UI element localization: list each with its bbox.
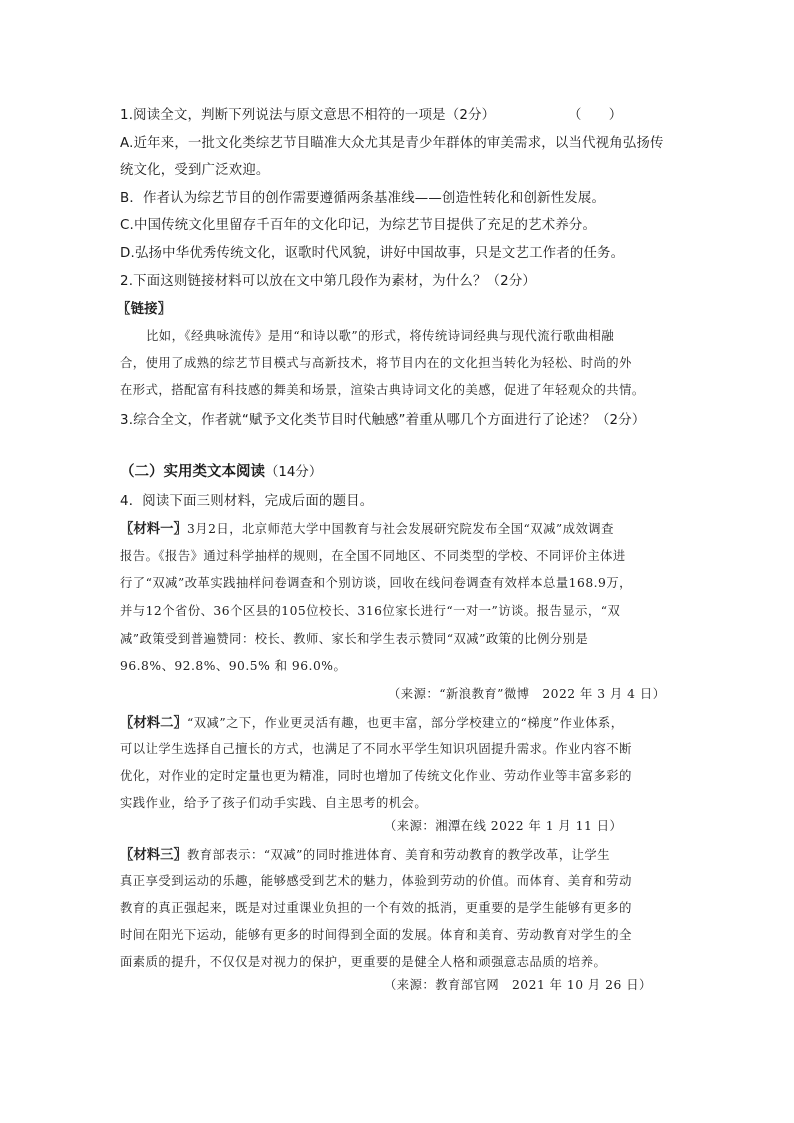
- link-tag: 〖链接〗: [117, 302, 172, 317]
- material-1-line: [120, 518, 614, 537]
- q1-answer-blank: （ ）: [568, 108, 623, 123]
- material-1-line: 报告。《报告》通过科学抽样的规则，在全国不同地区、不同类型的学校、不同评价主体进: [120, 549, 626, 563]
- material-1-tag: 〖材料一〗: [120, 522, 187, 537]
- material-3-line: 真正享受到运动的乐趣，能够感受到艺术的魅力，体验到劳动的价值。而体育、美育和劳动: [120, 874, 632, 888]
- material-1-line: 行了“双减”改革实践抽样问卷调查和个别访谈，回收在线问卷调查有效样本总量168.9万，: [120, 576, 632, 590]
- q3-stem: 3.综合全文，作者就“赋予文化类节目时代触感”着重从哪几个方面进行了论述？（2分）: [120, 413, 646, 428]
- material-1-line: 减”政策受到普遍赞同：校长、教师、家长和学生表示赞同“双减”政策的比例分别是: [120, 632, 589, 646]
- material-2-tag: 〖材料二〗: [120, 716, 187, 731]
- material-1-source: （来源：“新浪教育”微博 2022 年 3 月 4 日）: [388, 687, 666, 701]
- q1-option-a-line2: 统文化，受到广泛欢迎。: [120, 163, 270, 178]
- material-2-line: [120, 712, 624, 731]
- q2-stem: 2.下面这则链接材料可以放在文中第几段作为素材，为什么？（2分）: [120, 274, 537, 289]
- material-3-line: 时间在阳光下运动，能够有更多的时间得到全面的发展。体育和美育、劳动教育对学生的全: [120, 928, 632, 942]
- material-3-line: 面素质的提升，不仅仅是对视力的保护，更重要的是健全人格和顽强意志品质的培养。: [120, 955, 607, 969]
- material-2-source: （来源：湘潭在线 2022 年 1 月 11 日）: [384, 819, 623, 833]
- material-2-line: 优化，对作业的定时定量也更为精准，同时也增加了传统文化作业、劳动作业等丰富多彩的: [120, 769, 632, 783]
- material-3-line: 教育的真正强起来，既是对过重课业负担的一个有效的抵消，更重要的是学生能够有更多的: [120, 901, 632, 915]
- q1-option-d: D.弘扬中华优秀传统文化，讴歌时代风貌，讲好中国故事，只是文艺工作者的任务。: [120, 246, 625, 261]
- link-text-line: 比如，《经典咏流传》是用“和诗以歌”的形式，将传统诗词经典与现代流行歌曲相融: [146, 329, 615, 343]
- q1-option-b: B．作者认为综艺节目的创作需要遵循两条基准线——创造性转化和创新性发展。: [120, 191, 606, 206]
- material-3-line: [120, 844, 610, 863]
- material-3-source: （来源：教育部官网 2021 年 10 月 26 日）: [384, 978, 652, 992]
- material-3-text: 教育部表示：“双减”的同时推进体育、美育和劳动教育的教学改革，让学生: [186, 848, 611, 862]
- material-2-text: “双减”之下，作业更灵活有趣，也更丰富，部分学校建立的“梯度”作业体系，: [186, 716, 624, 730]
- section-2-title-text: （二）实用类文本阅读: [120, 464, 265, 480]
- material-1-line: 并与12个省份、36个区县的105位校长、316位家长进行“一对一”访谈。报告显示，“双: [120, 604, 621, 618]
- material-2-line: 实践作业，给予了孩子们动手实践、自主思考的机会。: [120, 796, 428, 810]
- section-2-points: （14分）: [265, 465, 323, 480]
- section-2-title: [120, 460, 322, 481]
- material-2-line: 可以让学生选择自己擅长的方式，也满足了不同水平学生知识巩固提升需求。作业内容不断: [120, 742, 632, 756]
- material-1-text: 3月2日，北京师范大学中国教育与社会发展研究院发布全国“双减”成效调查: [186, 522, 614, 536]
- q1-stem-text: 1.阅读全文，判断下列说法与原文意思不相符的一项是（2分）: [120, 108, 496, 123]
- q4-stem: 4．阅读下面三则材料，完成后面的题目。: [120, 494, 374, 509]
- q1-option-a-line1: A.近年来，一批文化类综艺节目瞄准大众尤其是青少年群体的审美需求，以当代视角弘扬传: [120, 136, 664, 151]
- material-1-line: 96.8%、92.8%、90.5% 和 96.0%。: [120, 659, 347, 673]
- material-3-tag: 〖材料三〗: [120, 848, 187, 863]
- link-text-line: 在形式，搭配富有科技感的舞美和场景，渲染古典诗词文化的美感，促进了年轻观众的共情。: [120, 383, 645, 397]
- q1-option-c: C.中国传统文化里留存千百年的文化印记，为综艺节目提供了充足的艺术养分。: [120, 218, 597, 233]
- link-text-line: 合，使用了成熟的综艺节目模式与高新技术，将节目内在的文化担当转化为轻松、时尚的外: [120, 356, 632, 370]
- q1-stem: [120, 104, 495, 123]
